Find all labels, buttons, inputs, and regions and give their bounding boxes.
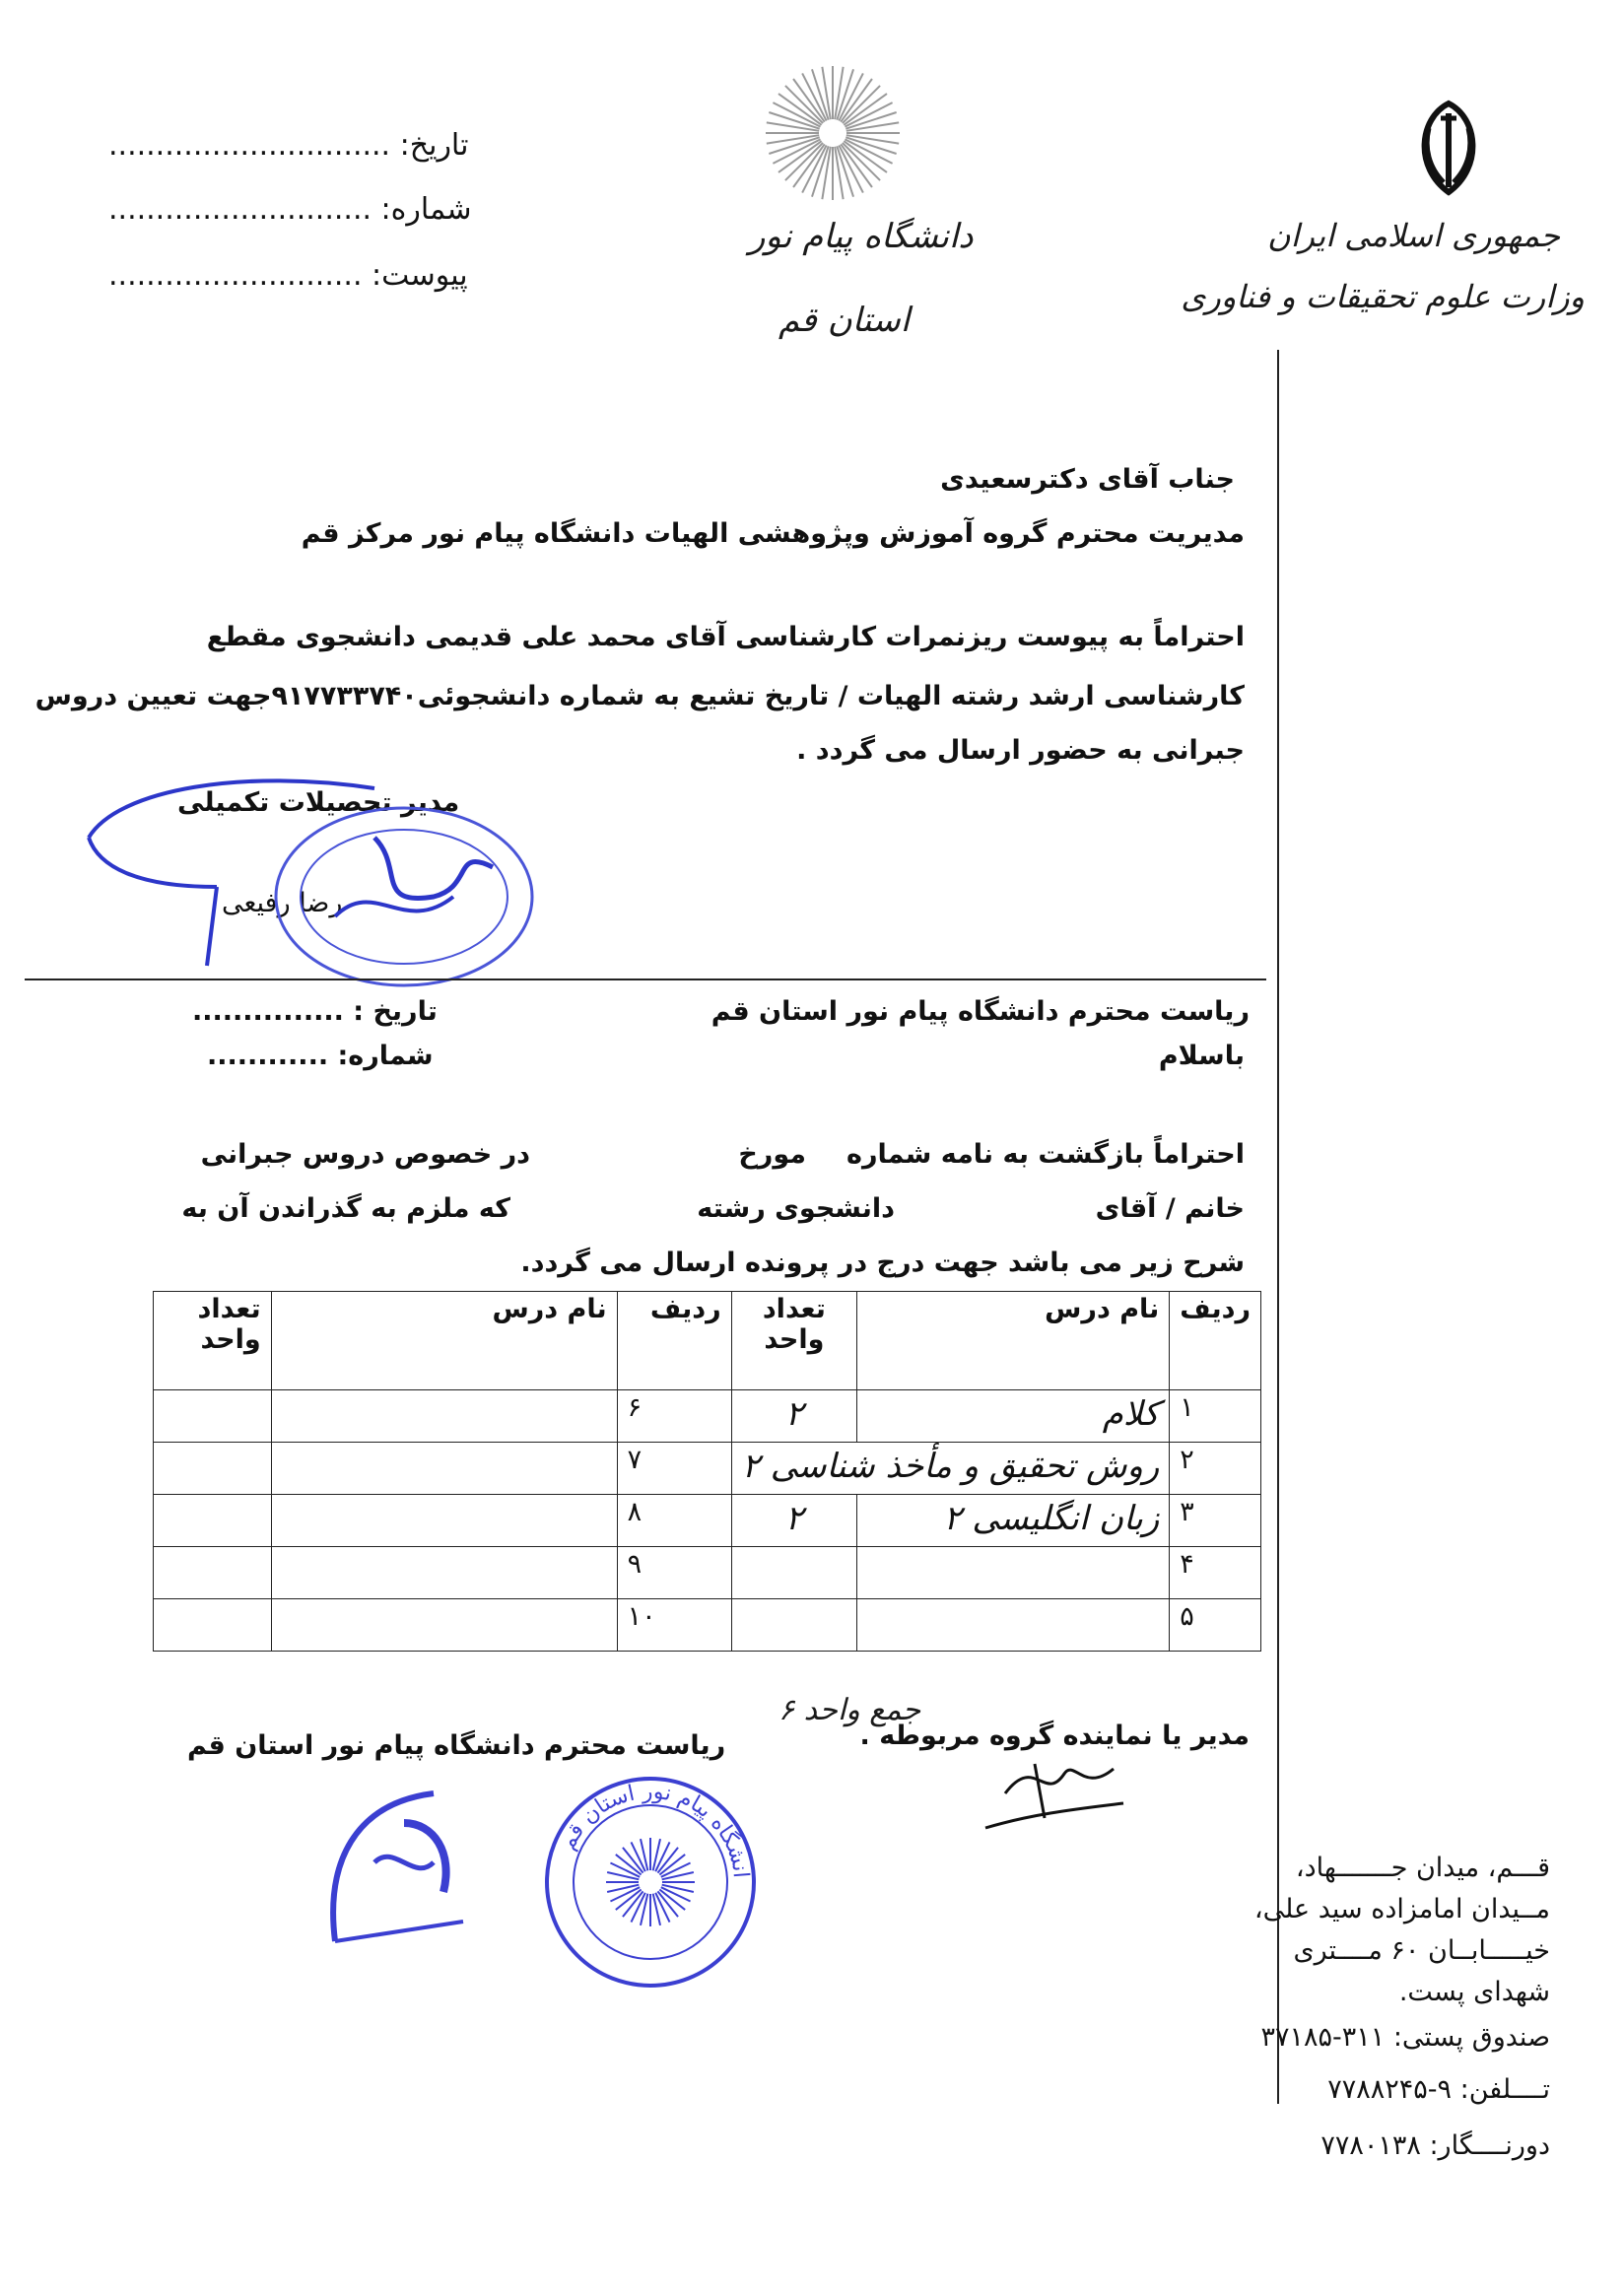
row-number: ۵ bbox=[1170, 1599, 1261, 1652]
course-units bbox=[154, 1599, 272, 1652]
course-name bbox=[857, 1599, 1170, 1652]
iran-emblem bbox=[1389, 89, 1508, 207]
reply-line2-c: که ملزم به گذراندن آن به bbox=[181, 1193, 510, 1224]
oval-stamp-icon bbox=[79, 769, 572, 1005]
section-divider bbox=[25, 979, 1266, 980]
university-name: دانشگاه پیام نور bbox=[749, 217, 974, 256]
row-number: ۷ bbox=[617, 1443, 731, 1495]
course-name: کلام bbox=[857, 1390, 1170, 1443]
reply-line2-a: خانم / آقای bbox=[1095, 1193, 1245, 1224]
table-header-row bbox=[154, 1292, 1261, 1390]
address-line2: مــیدان امامزاده سید علی، bbox=[1253, 1894, 1550, 1924]
reply-line3: شرح زیر می باشد جهت درج در پرونده ارسال می گردد. bbox=[520, 1248, 1245, 1278]
courses-table bbox=[153, 1291, 1261, 1652]
col-course-header: نام درس bbox=[857, 1292, 1170, 1390]
course-name bbox=[271, 1495, 617, 1547]
reply-recipient: ریاست محترم دانشگاه پیام نور استان قم bbox=[710, 996, 1250, 1027]
reply-line1-c: در خصوص دروس جبرانی bbox=[200, 1139, 530, 1170]
course-name bbox=[857, 1547, 1170, 1599]
address-line4: شهدای پست. bbox=[1398, 1977, 1550, 2007]
course-units bbox=[731, 1547, 857, 1599]
university-province: استان قم bbox=[778, 301, 911, 340]
president-label: ریاست محترم دانشگاه پیام نور استان قم bbox=[187, 1730, 726, 1761]
course-units bbox=[154, 1495, 272, 1547]
course-name: روش تحقیق و مأخذ شناسی ۲ bbox=[731, 1443, 1170, 1495]
col-row-header-2: ردیف bbox=[617, 1292, 731, 1390]
course-units bbox=[731, 1599, 857, 1652]
address-line1: قـــم، میدان جـــــــهاد، bbox=[1295, 1853, 1550, 1883]
row-number: ۱ bbox=[1170, 1390, 1261, 1443]
col-course-header-2: نام درس bbox=[271, 1292, 617, 1390]
row-number: ۹ bbox=[617, 1547, 731, 1599]
col-units-header-2: تعداد واحد bbox=[154, 1292, 272, 1390]
reply-line1-a: احتراماً بازگشت به نامه شماره bbox=[846, 1139, 1245, 1170]
number-field: شماره: ............................ bbox=[108, 192, 472, 227]
course-units: ۲ bbox=[731, 1495, 857, 1547]
vertical-divider bbox=[1277, 350, 1279, 2104]
phone-number: تــــلفن: ۹-۷۷۸۸۲۴۵ bbox=[1327, 2074, 1550, 2105]
attachment-field: پیوست: ........................... bbox=[108, 258, 468, 293]
course-units: ۲ bbox=[731, 1390, 857, 1443]
letter-body-line3: جبرانی به حضور ارسال می گردد . bbox=[796, 735, 1245, 766]
table-row bbox=[154, 1443, 1261, 1495]
course-name bbox=[271, 1390, 617, 1443]
reply-number-field: شماره: ............ bbox=[207, 1041, 434, 1071]
partial-stamp-icon bbox=[315, 1784, 503, 1971]
round-stamp-icon bbox=[537, 1769, 764, 1995]
group-manager-signature bbox=[976, 1744, 1133, 1843]
admin-stamp-partial bbox=[315, 1784, 503, 1971]
fax-number: دورنــــگار: ۷۷۸۰۱۳۸ bbox=[1320, 2130, 1550, 2161]
signature-icon bbox=[976, 1744, 1133, 1843]
row-number: ۳ bbox=[1170, 1495, 1261, 1547]
course-name bbox=[271, 1443, 617, 1495]
reply-greeting: باسلام bbox=[1158, 1041, 1245, 1071]
date-field: تاریخ: .............................. bbox=[108, 128, 469, 163]
course-units bbox=[154, 1390, 272, 1443]
course-name bbox=[271, 1599, 617, 1652]
letter-body-line2: کارشناسی ارشد رشته الهیات / تاریخ تشیع به شماره دانشجوئی۹۱۷۷۳۳۷۴۰جهت تعیین دروس bbox=[34, 681, 1245, 711]
ministry-line1: جمهوری اسلامی ایران bbox=[1267, 217, 1560, 254]
addressee: جناب آقای دکترسعیدی bbox=[940, 464, 1235, 495]
course-units bbox=[154, 1547, 272, 1599]
pnu-sunburst-icon bbox=[759, 59, 907, 207]
course-name: زبان انگلیسی ۲ bbox=[857, 1495, 1170, 1547]
signer-name: رضا رفیعی bbox=[222, 888, 343, 918]
col-row-header: ردیف bbox=[1170, 1292, 1261, 1390]
table-row bbox=[154, 1390, 1261, 1443]
row-number: ۲ bbox=[1170, 1443, 1261, 1495]
row-number: ۶ bbox=[617, 1390, 731, 1443]
group-manager-label: مدیر یا نماینده گروه مربوطه . bbox=[859, 1721, 1250, 1751]
address-line3: خیـــــابــان ۶۰ مــــتری bbox=[1293, 1935, 1550, 1966]
course-name bbox=[271, 1547, 617, 1599]
table-row bbox=[154, 1599, 1261, 1652]
reply-line1-b: مورخ bbox=[738, 1139, 806, 1170]
reply-date-field: تاریخ : ............... bbox=[192, 996, 438, 1027]
col-units-header: تعداد واحد bbox=[731, 1292, 857, 1390]
stamp-arc-text: انشگاه پیام نور استان قم bbox=[555, 1779, 753, 1879]
reply-line2-b: دانشجوی رشته bbox=[697, 1193, 895, 1224]
row-number: ۸ bbox=[617, 1495, 731, 1547]
addressee-title: مدیریت محترم گروه آموزش وپژوهشی الهیات دانشگاه پیام نور مرکز قم bbox=[301, 518, 1245, 549]
postal-box: صندوق پستی: ۳۱۱-۳۷۱۸۵ bbox=[1260, 2022, 1550, 2053]
graduate-office-stamp bbox=[79, 769, 572, 1005]
row-number: ۴ bbox=[1170, 1547, 1261, 1599]
iran-emblem-icon bbox=[1389, 89, 1508, 207]
handwritten-total-units: جمع واحد ۶ bbox=[778, 1693, 921, 1727]
signer-title: مدیر تحصیلات تکمیلی bbox=[177, 787, 460, 818]
university-round-stamp bbox=[537, 1769, 764, 1995]
letter-body-line1: احتراماً به پیوست ریزنمرات کارشناسی آقای محمد علی قدیمی دانشجوی مقطع bbox=[206, 622, 1245, 652]
row-number: ۱۰ bbox=[617, 1599, 731, 1652]
table-row bbox=[154, 1495, 1261, 1547]
ministry-line2: وزارت علوم تحقیقات و فناوری bbox=[1181, 278, 1585, 315]
pnu-logo bbox=[759, 59, 907, 207]
course-units bbox=[154, 1443, 272, 1495]
table-row bbox=[154, 1547, 1261, 1599]
